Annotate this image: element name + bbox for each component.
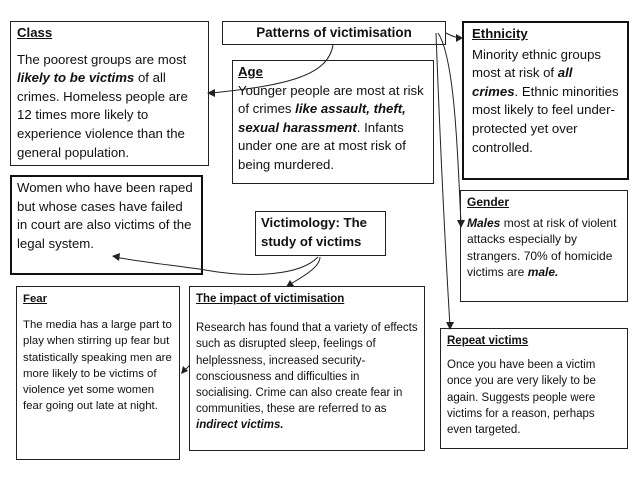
victimology-text: Victimology: The study of victims	[261, 215, 368, 249]
impact-text: Research has found that a variety of effects such as disrupted sleep, feelings of helplessness, increased security-consciousness and difficulties in socialising. Crime can also create fear in communities, these are referred to as indirect victims.	[196, 322, 418, 432]
gender-text: Males most at risk of violent attacks especially by strangers. 70% of homicide victims are male.	[467, 215, 617, 280]
arrow-victimology-to-impact	[289, 257, 320, 285]
class-box	[10, 21, 209, 166]
arrow-to-repeat	[436, 33, 450, 327]
arrow-to-gender	[438, 33, 461, 223]
central-topic-title: Patterns of victimisation	[256, 25, 412, 40]
fear-heading: Fear	[23, 293, 48, 305]
repeat-text: Once you have been a victim once you are very likely to be again. Suggests people were victims for a reason, perhaps even targeted.	[447, 359, 596, 437]
ethnicity-box	[462, 21, 629, 180]
arrow-to-ethnicity	[446, 33, 462, 38]
repeat-heading: Repeat victims	[447, 335, 529, 347]
ethnicity-text: Minority ethnic groups most at risk of all crimes. Ethnic minorities most likely to feel under-protected yet over controlled.	[472, 46, 619, 155]
victimology-box	[255, 211, 386, 256]
age-heading: Age	[238, 64, 263, 79]
impact-heading: The impact of victimisation	[196, 293, 345, 305]
gender-heading: Gender	[467, 195, 510, 209]
repeat-box	[440, 328, 628, 449]
fear-box	[16, 286, 180, 460]
class-heading: Class	[17, 25, 53, 40]
impact-box	[189, 286, 425, 451]
central-topic-box	[222, 21, 446, 45]
fear-text: The media has a large part to play when stirring up fear but statistically speaking men are more likely to be victims of violence yet some women fear going out late at night.	[23, 319, 172, 413]
women-text: Women who have been raped but whose cases have failed in court are also victims of the legal system.	[17, 180, 193, 251]
age-box	[232, 60, 434, 184]
women-box	[10, 175, 203, 275]
ethnicity-heading: Ethnicity	[472, 26, 528, 41]
arrowhead-fear	[181, 366, 188, 374]
class-text: The poorest groups are most likely to be victims of all crimes. Homeless people are 12 times more likely to experience violence than the general population.	[17, 51, 188, 160]
age-text: Younger people are most at risk of crimes like assault, theft, sexual harassment. Infants under one are at most risk of being murdered.	[238, 82, 424, 172]
gender-box	[460, 190, 628, 302]
